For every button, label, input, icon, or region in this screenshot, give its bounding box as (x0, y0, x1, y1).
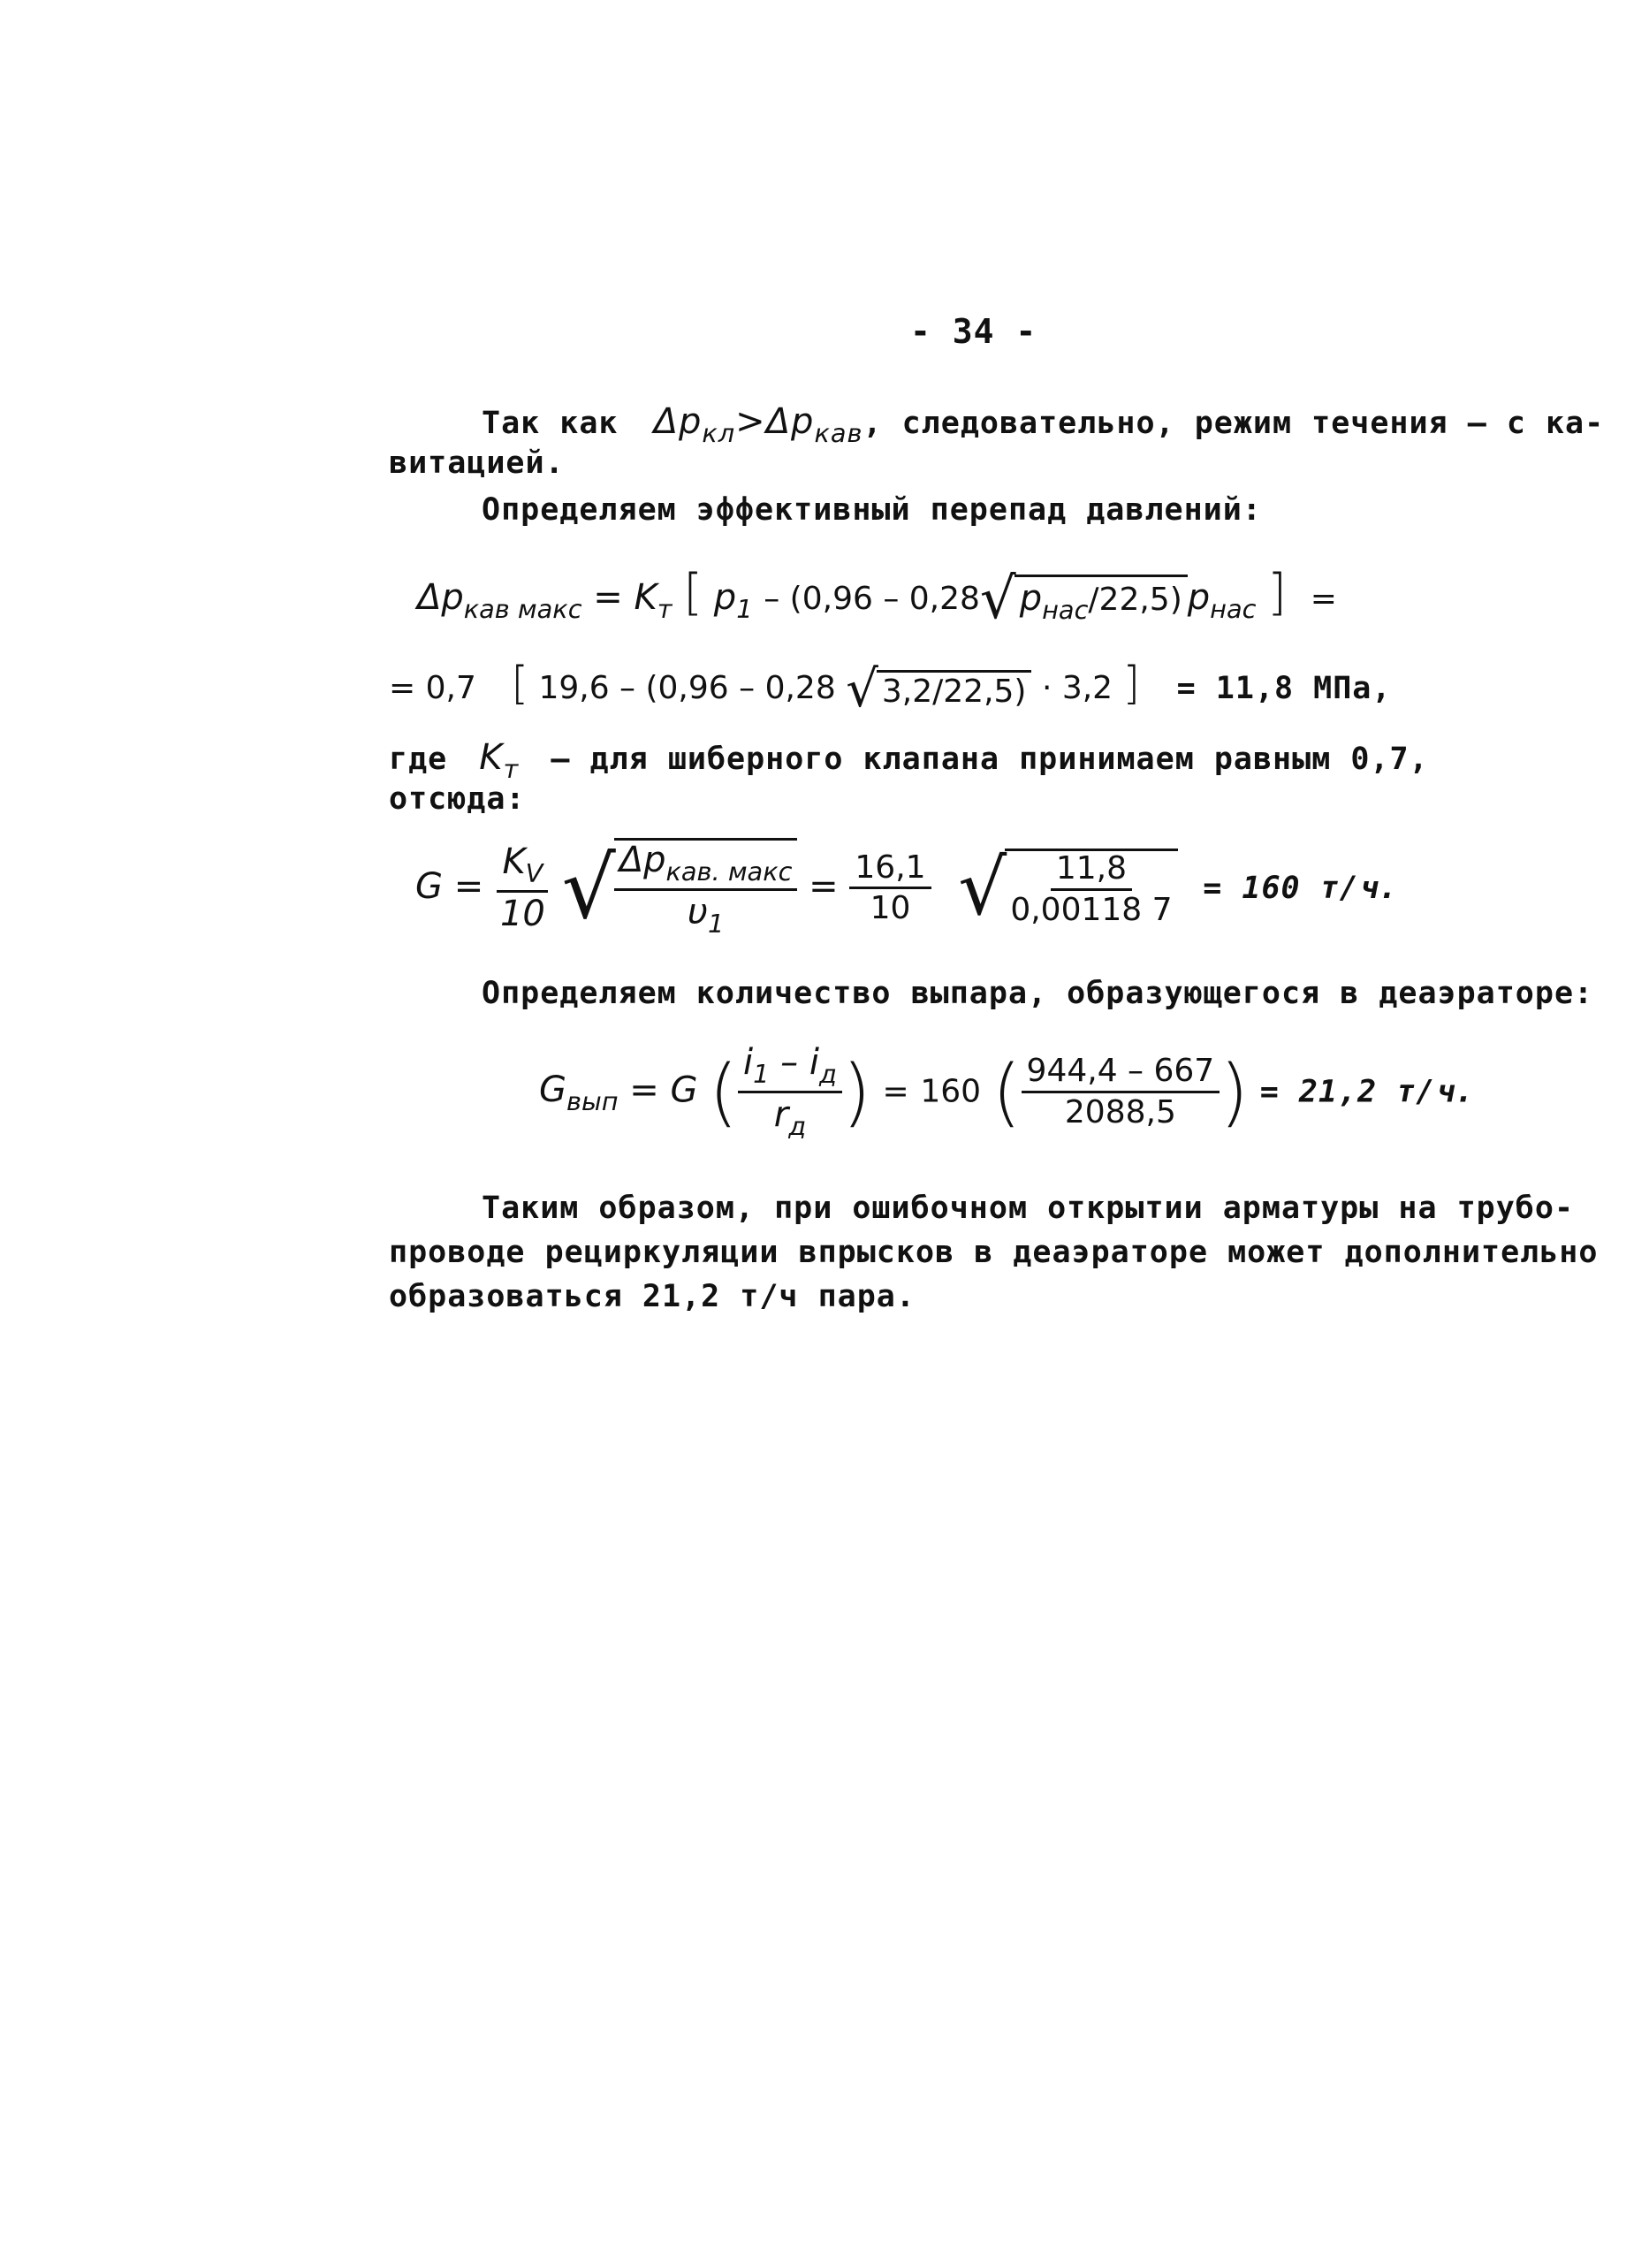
eq3-frac2: $\frac{16,1}{10}$ (849, 850, 931, 926)
eq4-frac2: $\frac{944,4 - 667}{2088,5}$ (1022, 1054, 1220, 1130)
eq1-pnas: $p_{нас}$ (1187, 577, 1257, 625)
eq1-p1: $p_1$ (713, 577, 753, 625)
para3-suffix: – для шиберного клапана принимаем равным 0,7, (551, 742, 1429, 777)
eq3-equals: = (453, 865, 484, 907)
para1-prefix: Так как (482, 406, 619, 441)
para3-line1 (389, 738, 1429, 784)
para4: Определяем количество выпара, образующегося в деаэраторе: (482, 976, 1594, 1011)
eq1-k: $K_т$ (634, 577, 673, 625)
para1-line1 (482, 402, 1604, 448)
eq1-tail: = (1310, 581, 1337, 617)
para3-k: $K_т$ (479, 737, 520, 785)
eq4-equals: = (629, 1069, 659, 1111)
eq3-result: = 160 т/ч. (1203, 870, 1398, 906)
para5-line3: образоваться 21,2 т/ч пара. (389, 1279, 916, 1314)
eq4-equals-2: = (882, 1073, 909, 1110)
eq3-sqrt2: √ $\frac{11,8}{0,00118 7}$ (958, 849, 1177, 927)
eq4-coef: 160 (920, 1073, 982, 1110)
equation-4: $G_{вып} = G$ ( $\frac{i_1 - i_д}{r_д}$ ) = 160 ( $\frac{944,4 - 667}{2088,5}$ ) = 21,2 т/ч. (539, 1042, 1475, 1141)
eq1-close-bracket: ] (1267, 564, 1288, 621)
eq3-sqrt1: √ $\frac{\Delta p_{кав. макс}}{\upsilon_1}$ (562, 838, 798, 939)
para3-prefix: где (389, 742, 448, 777)
cond-lhs: $\Delta p_{кл}$ (653, 401, 736, 449)
eq2-start: = 0,7 (389, 670, 476, 706)
eq1-sqrt: √ $p_{нас}/22,5$) (980, 571, 1188, 628)
equation-3 (415, 838, 1398, 939)
para2: Определяем эффективный перепад давлений: (482, 492, 1262, 528)
eq2-sqrt: √ 3,2/22,5) (846, 664, 1031, 715)
cond-op: > (735, 401, 766, 442)
para3-line2: отсюда: (389, 781, 526, 817)
para1-suffix: , следовательно, режим течения – с ка- (862, 406, 1605, 441)
eq4-lhs: $G_{вып}$ (539, 1069, 619, 1117)
eq1-open-bracket: [ (683, 564, 703, 621)
eq2-part2: · 3,2 (1041, 670, 1113, 706)
eq1-lhs: $\Delta p_{кав макс}$ (417, 577, 582, 625)
cond-rhs: $\Delta p_{кав}$ (765, 401, 863, 449)
eq2-part1: 19,6 – (0,96 – 0,28 (538, 670, 836, 706)
eq1-mid: – (0,96 – 0,28 (764, 581, 980, 617)
page-number: - 34 - (910, 312, 1037, 351)
equation-1 (417, 564, 1337, 632)
eq2-open-bracket: [ (511, 657, 528, 709)
eq2-close-bracket: ] (1122, 657, 1141, 709)
eq2-result: = 11,8 МПа, (1176, 671, 1392, 706)
eq3-g: G (415, 865, 443, 907)
para5-line1: Таким образом, при ошибочном открытии арматуры на трубо- (482, 1191, 1575, 1226)
eq4-frac1: $\frac{i_1 - i_д}{r_д}$ (738, 1043, 842, 1141)
eq4-g: G (670, 1069, 698, 1111)
para1-line2: витацией. (389, 445, 565, 481)
eq3-frac1: $\frac{K_V}{10}$ (495, 842, 551, 933)
eq1-equals: = (593, 577, 623, 618)
equation-2 (389, 657, 1392, 719)
eq4-result: = 21,2 т/ч. (1259, 1074, 1475, 1110)
eq3-equals-2: = (809, 865, 839, 907)
para5-line2: проводе рециркуляции впрысков в деаэраторе может дополнительно (389, 1235, 1599, 1270)
